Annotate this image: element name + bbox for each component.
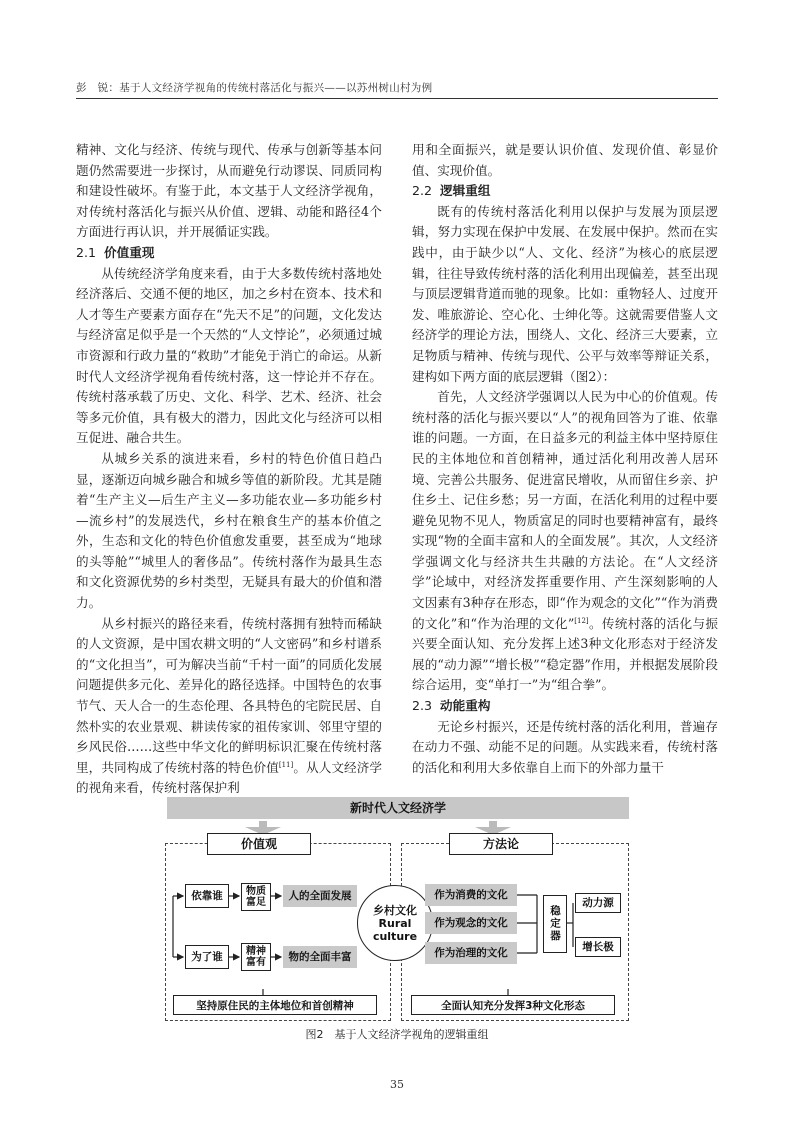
section-number: 2.3 (412, 698, 433, 714)
section-heading-2-3 (412, 696, 718, 717)
figure-title-bar: 新时代人文经济学 (167, 797, 629, 819)
citation-ref: [12] (574, 616, 589, 625)
paragraph (412, 387, 718, 696)
consumption-culture-box: 作为消费的文化 (425, 884, 517, 906)
section-title: 逻辑重组 (440, 183, 491, 199)
rely-box: 依靠谁 (185, 884, 229, 908)
paragraph (76, 614, 382, 799)
paragraph: 从城乡关系的演进来看，乡村的特色价值日趋凸显，逐渐迈向城乡融合和城乡等值的新阶段。尤其是随着“生产主义—后生产主义—多功能农业—多功能乡村—流乡村”的发展迭代，乡村在粮食生产的基本价值之外，生态和文化的特色价值愈发重要，甚至成为“地球的头等舱”“城里人的奢侈品”。传统村落作为最具生态和文化资源优势的乡村类型，无疑具有最大的价值和潜力。 (76, 450, 382, 611)
left-bottom-label: 坚持原住民的主体地位和首创精神 (173, 995, 377, 1015)
right-bottom-label: 全面认知充分发挥3种文化形态 (411, 995, 615, 1015)
paragraph: 既有的传统村落活化利用以保护与发展为顶层逻辑，努力实现在保护中发展、在发展中保护。然而在实践中，由于缺少以“人、文化、经济”为核心的底层逻辑，往往导致传统村落的活化利用出现偏差，甚至出现与顶层逻辑背道而驰的现象。比如：重物轻人、过度开发、唯旅游论、空心化、士绅化等。这就需要借鉴人文经济学的理论方法，围绕人、文化、经济三大要素，立足物质与精神、传统与现代、公平与效率等辩证关系，建构如下两方面的底层逻辑（图2）： (412, 203, 718, 384)
header-rule (76, 98, 718, 99)
paragraph-text: 从乡村振兴的路径来看，传统村落拥有独特而稀缺的人文资源，是中国农耕文明的“人文密码”和乡村谱系的“文化担当”，可为解决当前“千村一面”的同质化发展问题提供多元化、差异化的路径选择。中国特色的农事节气、天人合一的生态伦理、各具特色的宅院民居、自然朴实的农业景观、耕读传家的祖传家训、邻里守望的乡风民俗……这些中华文化的鲜明标识汇聚在传统村落里，共同构成了传统村落的特色价值 (76, 615, 382, 775)
citation-ref: [11] (278, 760, 294, 769)
human-development-box: 人的全面发展 (283, 885, 357, 907)
paragraph-text: 。传统村落的活化与振兴要全面认知、充分发挥上述3种文化形态对于经济发展的“动力源”“增长极”“稳定器”作用，并根据发展阶段综合运用，变“单打一”为“组合拳”。 (412, 615, 718, 693)
section-title: 价值重现 (104, 244, 155, 260)
section-heading-2-2 (412, 181, 718, 202)
right-column (412, 140, 718, 778)
paragraph: 无论乡村振兴，还是传统村落的活化利用，普遍存在动力不强、动能不足的问题。从实践来看，传统村落的活化和利用大多依靠自上而下的外部力量干 (412, 718, 718, 775)
paragraph-text: 。从人文经济学的视角来看，传统村落保护利 (76, 759, 383, 796)
forwhom-box: 为了谁 (185, 945, 229, 969)
figure-logic-diagram (163, 797, 633, 1019)
section-heading-2-1 (76, 243, 382, 264)
material-box: 物质富足 (241, 883, 271, 911)
methodology-header-box: 方法论 (449, 833, 553, 855)
paragraph-text: 首先，人文经济学强调以人民为中心的价值观。传统村落的活化与振兴要以“人”的视角回答为了谁、依靠谁的问题。一方面，在日益多元的利益主体中坚持原住民的主体地位和首创精神，通过活化利用改善人居环境、完善公共服务、促进富民增收，从而留住乡亲、护住乡土、记住乡愁；另一方面，在活化利用的过程中要避免见物不见人，物质富足的同时也要精神富有，最终实现“物的全面丰富和人的全面发展”。其次，人文经济学强调文化与经济共生共融的方法论。在“人文经济学”论域中，对经济发挥重要作用、产生深刻影响的人文因素有3种存在形态，即“作为观念的文化”“作为消费的文化”和“作为治理的文化” (412, 389, 718, 631)
power-source-box: 动力源 (575, 893, 621, 913)
rural-culture-cn: 乡村文化 (373, 903, 417, 917)
rural-culture-circle (357, 885, 433, 961)
paragraph: 用和全面振兴，就是要认识价值、发现价值、彰显价值、实现价值。 (412, 142, 718, 178)
rural-culture-en: culture (372, 929, 418, 943)
section-title: 动能重构 (440, 698, 491, 714)
stabilizer-box: 稳定器 (543, 895, 567, 953)
concept-culture-box: 作为观念的文化 (425, 912, 517, 934)
paragraph: 从传统经济学角度来看，由于大多数传统村落地处经济落后、交通不便的地区，加之乡村在资本、技术和人才等生产要素方面存在“先天不足”的问题，文化发达与经济富足似乎是一个天然的“人文悖论”，必须通过城市资源和行政力量的“救助”才能免于消亡的命运。从新时代人文经济学视角看传统村落，这一悖论并不存在。传统村落承载了历史、文化、科学、艺术、经济、社会等多元价值，具有极大的潜力，因此文化与经济可以相互促进、融合共生。 (76, 265, 382, 446)
values-header-box: 价值观 (207, 833, 311, 855)
left-column (76, 140, 382, 799)
growth-pole-box: 增长极 (575, 937, 621, 957)
figure-caption: 图2 基于人文经济学视角的逻辑重组 (305, 1028, 489, 1041)
running-header: 彭 锐：基于人文经济学视角的传统村落活化与振兴——以苏州树山村为例 (76, 82, 433, 94)
section-number: 2.1 (76, 244, 97, 260)
governance-culture-box: 作为治理的文化 (425, 942, 517, 964)
material-richness-box: 物的全面丰富 (283, 946, 357, 968)
spiritual-box: 精神富有 (241, 943, 271, 971)
page-number: 35 (390, 1078, 404, 1091)
paragraph: 精神、文化与经济、传统与现代、传承与创新等基本问题仍然需要进一步探讨，从而避免行动谬误、同质同构和建设性破坏。有鉴于此，本文基于人文经济学视角，对传统村落活化与振兴从价值、逻辑、动能和路径4个方面进行再认识，并开展循证实践。 (76, 142, 382, 240)
section-number: 2.2 (412, 183, 433, 199)
rural-culture-en: Rural (378, 916, 412, 930)
